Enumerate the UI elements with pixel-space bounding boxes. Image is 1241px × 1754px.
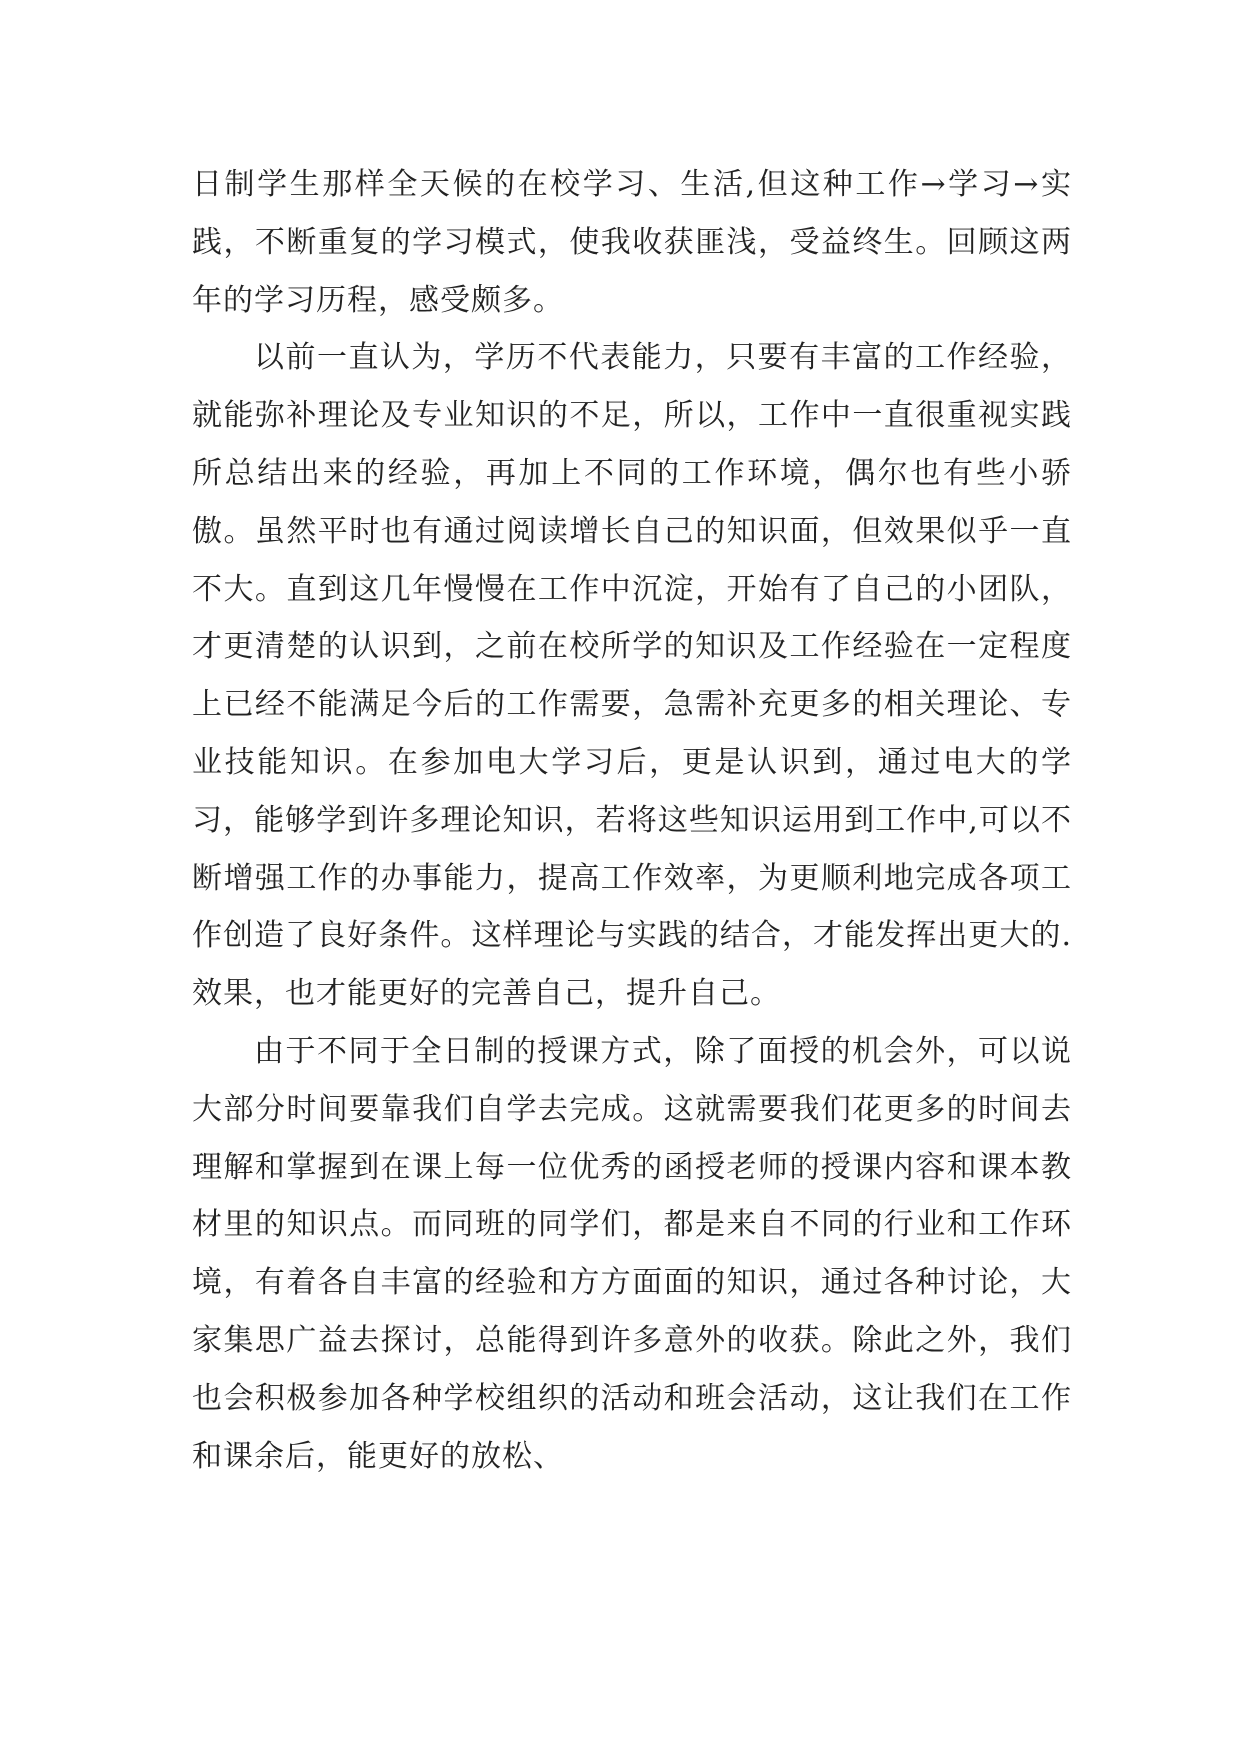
- paragraph-self-study: 由于不同于全日制的授课方式，除了面授的机会外，可以说大部分时间要靠我们自学去完成。这就需要我们花更多的时间去理解和掌握到在课上每一位优秀的函授老师的授课内容和课本教材里的知识点。而同班的同学们，都是来自不同的行业和工作环境，有着各自丰富的经验和方方面面的知识，通过各种讨论，大家集思广益去探讨，总能得到许多意外的收获。除此之外，我们也会积极参加各种学校组织的活动和班会活动，这让我们在工作和课余后，能更好的放松、: [192, 1033, 1072, 1474]
- paragraph-continuation: 日制学生那样全天候的在校学习、生活,但这种工作→学习→实践，不断重复的学习模式，使我收获匪浅，受益终生。回顾这两年的学习历程，感受颇多。: [192, 167, 1072, 318]
- paragraph-experience-vs-education: 以前一直认为，学历不代表能力，只要有丰富的工作经验，就能弥补理论及专业知识的不足，所以，工作中一直很重视实践所总结出来的经验，再加上不同的工作环境，偶尔也有些小骄傲。虽然平时也有通过阅读增长自己的知识面，但效果似乎一直不大。直到这几年慢慢在工作中沉淀，开始有了自己的小团队，才更清楚的认识到，之前在校所学的知识及工作经验在一定程度上已经不能满足今后的工作需要，急需补充更多的相关理论、专业技能知识。在参加电大学习后，更是认识到，通过电大的学习，能够学到许多理论知识，若将这些知识运用到工作中,可以不断增强工作的办事能力，提高工作效率，为更顺利地完成各项工作创造了良好条件。这样理论与实践的结合，才能发挥出更大的.效果，也才能更好的完善自己，提升自己。: [192, 340, 1072, 1012]
- document-body: [192, 156, 1072, 1485]
